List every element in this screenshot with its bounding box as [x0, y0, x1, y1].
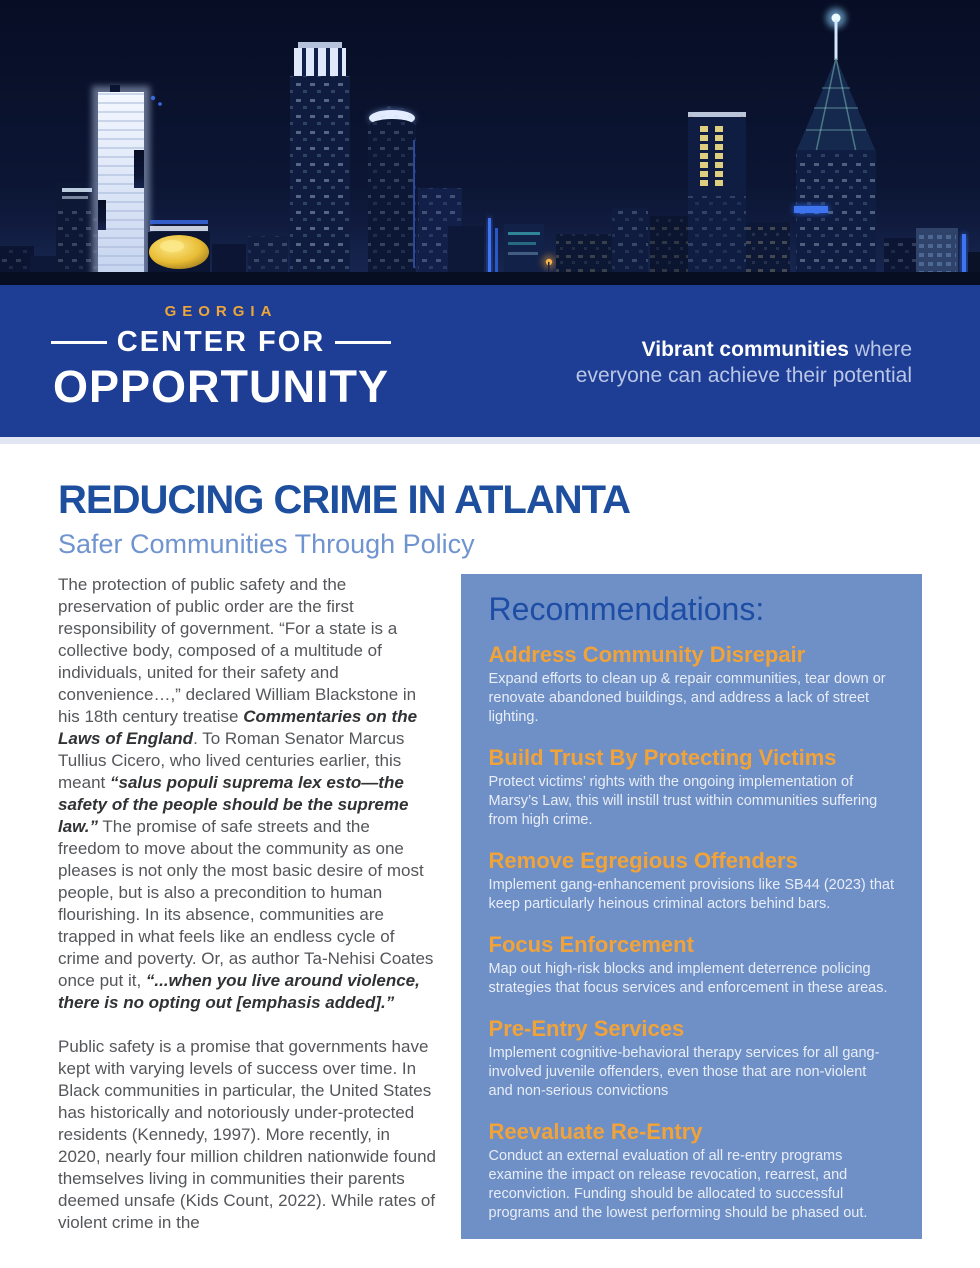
body-text: The protection of public safety and the preservation of public order are the first responsibility of government. “For a state is a collective body, composed of a multitude of individuals, united for their safety and convenience…,” declared William Blackstone in his 18th century treatise [58, 575, 417, 726]
logo-center-for-label [46, 326, 396, 359]
recommendation-description: Expand efforts to clean up & repair communities, tear down or renovate abandoned buildings, and address a lack of street lighting. [488, 671, 886, 725]
recommendation-item [489, 932, 894, 998]
recommendation-title: Remove Egregious Offenders [488, 848, 798, 873]
recommendation-item [489, 745, 894, 830]
recommendations-heading: Recommendations: [488, 591, 765, 627]
recommendation-item [489, 642, 894, 727]
atlanta-skyline-photo [0, 0, 980, 285]
intro-paragraph [58, 574, 437, 1014]
crown-tower [290, 42, 350, 285]
tagline-bold: Vibrant communities [641, 338, 849, 361]
recommendation-item [489, 1119, 894, 1223]
logo-right-rule [335, 341, 391, 344]
recommendation-description: Protect victims’ rights with the ongoing implementation of Marsy’s Law, this will instill trust within communities suffering from high crime. [488, 774, 878, 828]
tagline-line1 [576, 337, 912, 363]
recommendations-panel [461, 574, 922, 1239]
recommendation-title: Reevaluate Re-Entry [488, 1119, 703, 1144]
page-title: REDUCING CRIME IN ATLANTA [58, 478, 630, 522]
body-text: The promise of safe streets and the freedom to move about the community as one pleases is not only the most basic desire of most people, but is also a precondition to human flourishing. In its absence, communities are trapped in what feels like an endless cycle of crime and poverty. Or, as author Ta-Nehisi Coates once put it, [58, 817, 434, 990]
recommendation-title: Build Trust By Protecting Victims [488, 745, 837, 770]
tagline-rest: where [848, 338, 912, 361]
logo-left-rule [51, 341, 107, 344]
recommendation-description: Conduct an external evaluation of all re-entry programs examine the impact on release revocation, rearrest, and reconviction. Funding should be allocated to successful programs and the lowest performing should be phased out. [488, 1148, 868, 1221]
tagline-line2: everyone can achieve their potential [575, 364, 912, 387]
recommendation-title: Focus Enforcement [488, 932, 694, 957]
recommendation-description: Implement gang-enhancement provisions like SB44 (2023) that keep particularly heinous criminal actors behind bars. [488, 877, 894, 912]
article [0, 444, 980, 1239]
logo-georgia-label: GEORGIA [164, 303, 278, 320]
emphasized-text: Commentaries on the Laws of England [58, 707, 418, 748]
second-paragraph: Public safety is a promise that governments have kept with varying levels of success over time. In Black communities in particular, the United States has historically and notoriously under-protected residents (Kennedy, 1997). More recently, in 2020, nearly four million children nationwide found themselves living in communities their parents deemed unsafe (Kids Count, 2022). While rates of violent crime in the [58, 1037, 437, 1232]
cylinder-tower [368, 106, 416, 285]
emphasized-text: “salus populi suprema lex esto—the safety of the people should be the supreme law.” [58, 773, 409, 836]
banner-bottom-rule [0, 437, 980, 444]
logo-center-for-text: CENTER FOR [116, 326, 326, 358]
tagline [576, 337, 912, 389]
logo-opportunity-label: OPPORTUNITY [52, 361, 390, 412]
gco-logo [46, 303, 396, 413]
recommendation-item [489, 1016, 894, 1101]
recommendation-title: Pre-Entry Services [488, 1016, 685, 1041]
article-body [58, 574, 437, 1234]
recommendation-description: Map out high-risk blocks and implement deterrence policing strategies that focus services and enforcement in these areas. [488, 961, 888, 996]
brand-banner [0, 285, 980, 437]
recommendations-list [489, 642, 894, 1223]
yellow-striped-building [688, 112, 746, 285]
recommendation-item [489, 848, 894, 914]
page-subtitle: Safer Communities Through Policy [58, 529, 475, 559]
recommendation-description: Implement cognitive-behavioral therapy services for all gang-involved juvenile offenders, even those that are non-violent and non-serious convictions [488, 1045, 880, 1099]
emphasized-text: “...when you live around violence, there is no opting out [emphasis added].” [58, 971, 420, 1012]
body-text: . To Roman Senator Marcus Tullius Cicero, who lived centuries earlier, this meant [58, 729, 405, 792]
recommendation-title: Address Community Disrepair [488, 642, 806, 667]
content-columns [58, 574, 922, 1239]
